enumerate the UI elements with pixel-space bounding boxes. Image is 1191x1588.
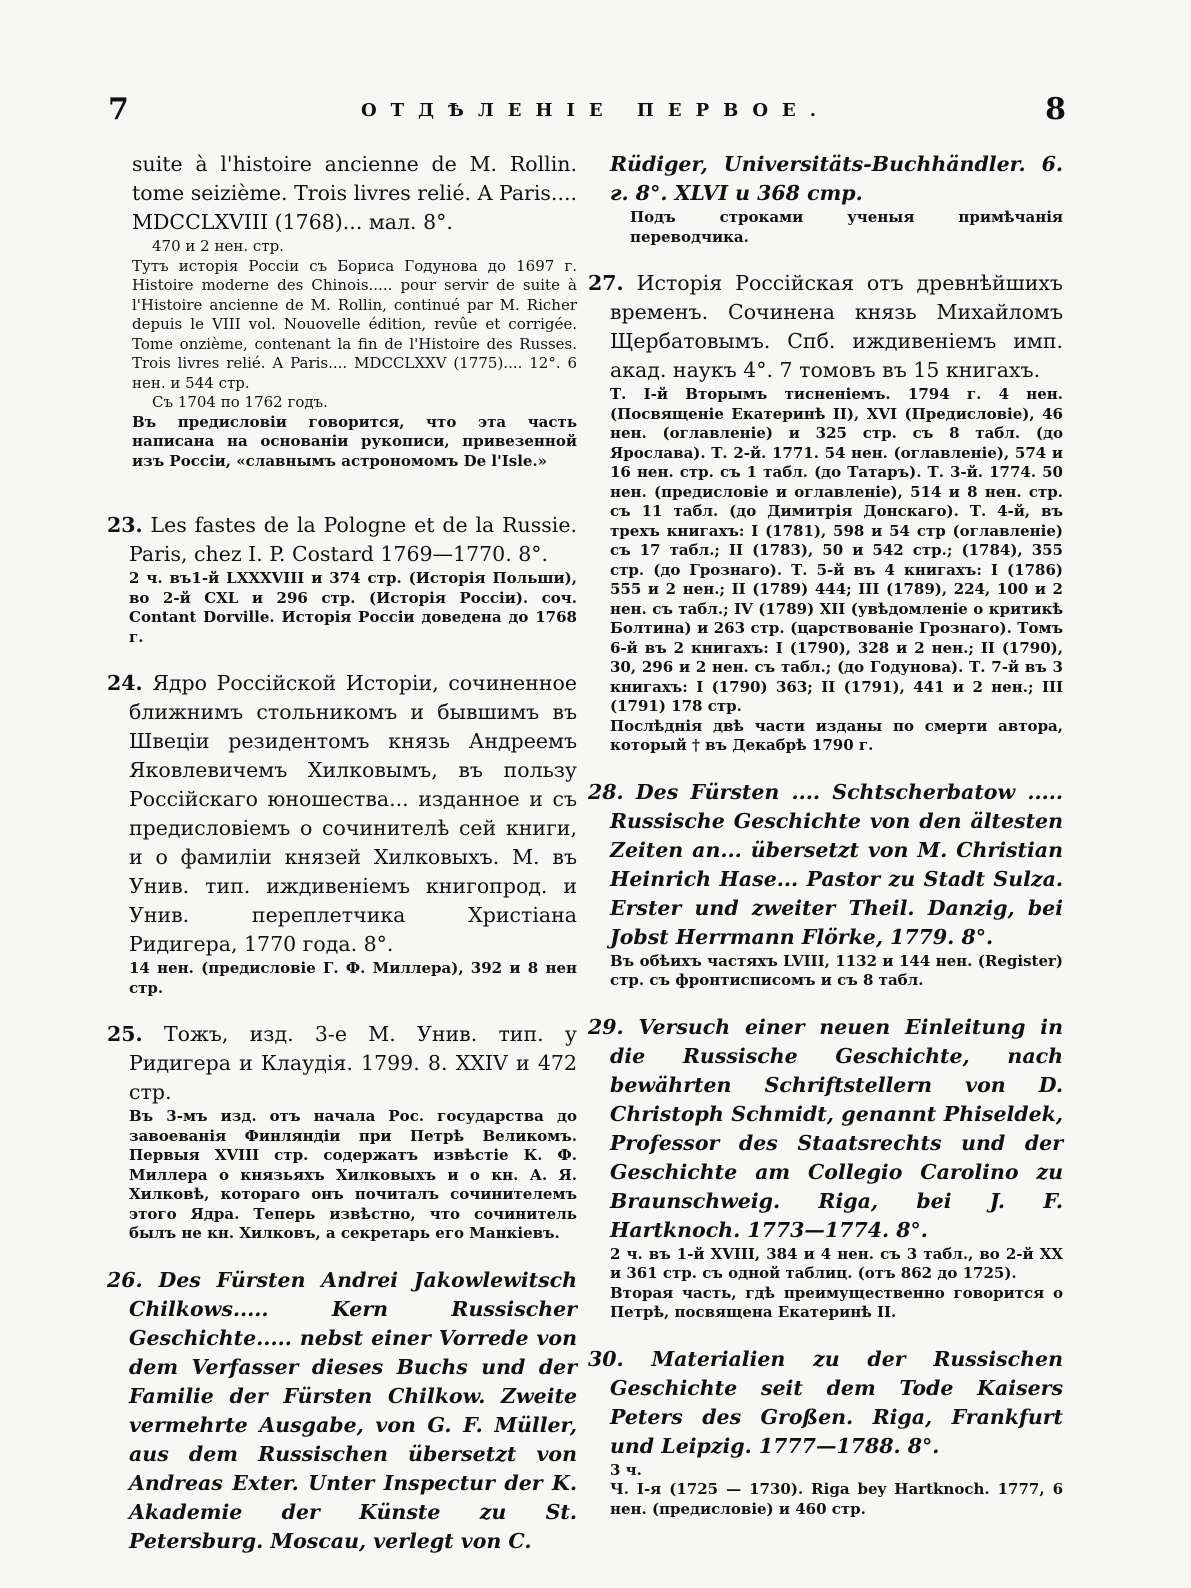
- page-running-title: ОТДѢЛЕНІЕ ПЕРВОЕ.: [360, 100, 831, 121]
- entry-number: 27.: [588, 271, 624, 295]
- entry-number: 30.: [588, 1346, 624, 1371]
- entry-25: [107, 1020, 577, 1244]
- left-column: [107, 150, 577, 1556]
- entry-number: 29.: [588, 1014, 624, 1039]
- entry-text: Versuch einer neuen Einleitung in die Russische Geschichte, nach bewährten Schriftstellern von D. Christoph Schmidt, genannt Phiseldek, Professor des Staatsrechts und der Geschichte am Collegio Carolino zu Braunschweig. Riga, bei J. F. Hartknoch. 1773—1774. 8°.: [610, 1014, 1063, 1242]
- left-page-number: 7: [108, 92, 129, 127]
- entry-text: Materialien zu der Russischen Geschichte seit dem Tode Kaisers Peters des Großen. Riga, Frankfurt und Leipzig. 1777—1788. 8°.: [610, 1346, 1064, 1458]
- entry-note: Въ обѣихъ частяхъ LVIII, 1132 и 144 нен. (Register) стр. съ фронтисписомъ и съ 8 табл.: [610, 951, 1063, 989]
- entry-number: 25.: [107, 1022, 143, 1046]
- entry-number: 28.: [588, 779, 624, 804]
- entry-23: [107, 511, 577, 647]
- entry-number: 26.: [107, 1267, 143, 1292]
- entry-30: [588, 1345, 1063, 1520]
- entry-27: [588, 269, 1063, 756]
- entry-text: Rüdiger, Universitäts-Buchhändler. 6. г. 8°. XLVI и 368 стр.: [610, 152, 1063, 205]
- entry-text: Ядро Россійской Исторіи, сочиненное ближнимъ стольникомъ и бывшимъ въ Швеціи резидентомъ князь Андреемъ Яковлевичемъ Хилковымъ, въ пользу Россійскаго юношества... изданное и съ предисловіемъ о сочинителѣ сей книги, и о фамиліи князей Хилковыхъ. М. въ Унив. тип. иждивеніемъ книгопрод. и Унив. переплетчика Христіана Ридигера, 1770 года. 8°.: [129, 671, 577, 956]
- entry-text: Des Fürsten .... Schtscherbatow ..... Russische Geschichte von den ältesten Zeiten an... übersetzt von M. Christian Heinrich Hase... Pastor zu Stadt Sulza. Erster und zweiter Theil. Danzig, bei Jobst Herrmann Flörke, 1779. 8°.: [610, 779, 1064, 949]
- entry-text: Тожъ, изд. 3-е М. Унив. тип. у Ридигера и Клаудія. 1799. 8. XXIV и 472 стр.: [129, 1022, 577, 1104]
- entry-note: Подъ строками ученыя примѣчанія переводчика.: [630, 208, 1063, 246]
- right-page-number: 8: [1045, 92, 1066, 127]
- entry-continued: [588, 150, 1063, 247]
- entry-note: Въ предисловіи говорится, что эта часть написана на основаніи рукописи, привезенной изъ Россіи, «славнымъ астрономомъ De l'Isle.»: [132, 412, 577, 470]
- entry-note: 2 ч. въ1-й LXXXVIII и 374 стр. (Исторія Польши), во 2-й CXL и 296 стр. (Исторія Россіи). соч. Contant Dorville. Исторія Россіи доведена до 1768 г.: [129, 569, 577, 646]
- entry-note: 14 нен. (предисловіе Г. Ф. Миллера), 392 и 8 нен стр.: [129, 959, 577, 997]
- entry-note: 2 ч. въ 1-й XVIII, 384 и 4 нен. съ 3 табл., во 2-й XX и 361 стр. съ одной таблиц. (отъ 862 до 1725).: [610, 1244, 1063, 1282]
- entry-continued: [107, 150, 577, 471]
- entry-26: [107, 1266, 577, 1556]
- right-column: [588, 150, 1063, 1519]
- entry-note: 3 ч.: [610, 1460, 642, 1479]
- entry-note: Вторая часть, гдѣ преимущественно говорится о Петрѣ, посвящена Екатеринѣ II.: [610, 1283, 1063, 1321]
- entry-note: Тутъ исторія Россіи съ Бориса Годунова до 1697 г. Histoire moderne des Chinois..... pour servir de suite à l'Histoire ancienne de M. Rollin, continué par M. Richer depuis le VIII vol. Nouovelle édition, revûe et corrigée. Tome onzième, contenant la fin de l'Histoire des Russes. Trois livres relié. A Paris.... MDCCLXXV (1775).... 12°. 6 нен. и 544 стр.: [132, 256, 577, 392]
- entry-28: [588, 778, 1063, 991]
- entry-note: Съ 1704 по 1762 годъ.: [152, 393, 328, 411]
- entry-note: Т. I-й Вторымъ тисненіемъ. 1794 г. 4 нен. (Посвященіе Екатеринѣ II), XVI (Предисловіе), 46 нен. (оглавленіе) и 325 стр. съ 8 табл. (до Ярослава). Т. 2-й. 1771. 54 нен. (оглавленіе), 574 и 16 нен. стр. съ 1 табл. (до Татаръ). Т. 3-й. 1774. 50 нен. (предисловіе и оглавленіе), 514 и 8 нен. стр. съ 11 табл. (до Димитрія Донскаго). Т. 4-й, въ трехъ книгахъ: I (1781), 598 и 54 стр (оглавленіе) съ 17 табл.; II (1783), 50 и 542 стр.; (1784), 355 стр. (до Грознаго). Т. 5-й въ 4 книгахъ: I (1786) 555 и 2 нен.; II (1789) 444; III (1789), 224, 100 и 2 нен. съ табл.; IV (1789) XII (увѣдомленіе о критикѣ Болтина) и 263 стр. (царствованіе Грознаго). Томъ 6-й въ 2 книгахъ: I (1790), 328 и 2 нен.; II (1790), 30, 296 и 2 нен. съ табл.; (до Годунова). Т. 7-й въ 3 книгахъ: I (1790) 363; II (1791), 441 и 2 нен.; III (1791) 178 стр.: [610, 385, 1063, 715]
- entry-note: Въ 3-мъ изд. отъ начала Рос. государства до завоеванія Финляндіи при Петрѣ Великомъ. Первыя XVIII стр. содержатъ извѣстіе К. Ф. Миллера о князьяхъ Хилковыхъ и о кн. А. Я. Хилковѣ, котораго онъ почиталъ сочинителемъ этого Ядра. Теперь извѣстно, что сочинитель былъ не кн. Хилковъ, а секретарь его Манкіевъ.: [129, 1107, 577, 1242]
- entry-text: Les fastes de la Pologne et de la Russie. Paris, chez I. P. Costard 1769—1770. 8°.: [129, 513, 577, 566]
- entry-note: Послѣднія двѣ части изданы по смерти автора, который † въ Декабрѣ 1790 г.: [610, 716, 1063, 754]
- entry-text: Des Fürsten Andrei Jakowlewitsch Chilkows..... Kern Russischer Geschichte..... nebst einer Vorrede von dem Verfasser dieses Buchs und der Familie der Fürsten Chilkow. Zweite vermehrte Ausgabe, von G. F. Müller, aus dem Russischen übersetzt von Andreas Exter. Unter Inspectur der K. Akademie der Künste zu St. Petersburg. Moscau, verlegt von C.: [129, 1267, 577, 1553]
- entry-text: Исторія Россійская отъ древнѣйшихъ временъ. Сочинена князь Михайломъ Щербатовымъ. Спб. иждивеніемъ имп. акад. наукъ 4°. 7 томовъ въ 15 книгахъ.: [610, 271, 1063, 382]
- entry-note: 470 и 2 нен. стр.: [152, 237, 284, 255]
- entry-29: [588, 1013, 1063, 1323]
- entry-note: Ч. I-я (1725 — 1730). Riga bey Hartknoch. 1777, 6 нен. (предисловіе) и 460 стр.: [610, 1480, 1063, 1518]
- entry-number: 23.: [107, 513, 143, 537]
- entry-number: 24.: [107, 671, 143, 695]
- entry-text: suite à l'histoire ancienne de M. Rollin. tome seizième. Trois livres relié. A Paris.... MDCCLXVIII (1768)... мал. 8°.: [132, 152, 577, 234]
- entry-24: [107, 669, 577, 998]
